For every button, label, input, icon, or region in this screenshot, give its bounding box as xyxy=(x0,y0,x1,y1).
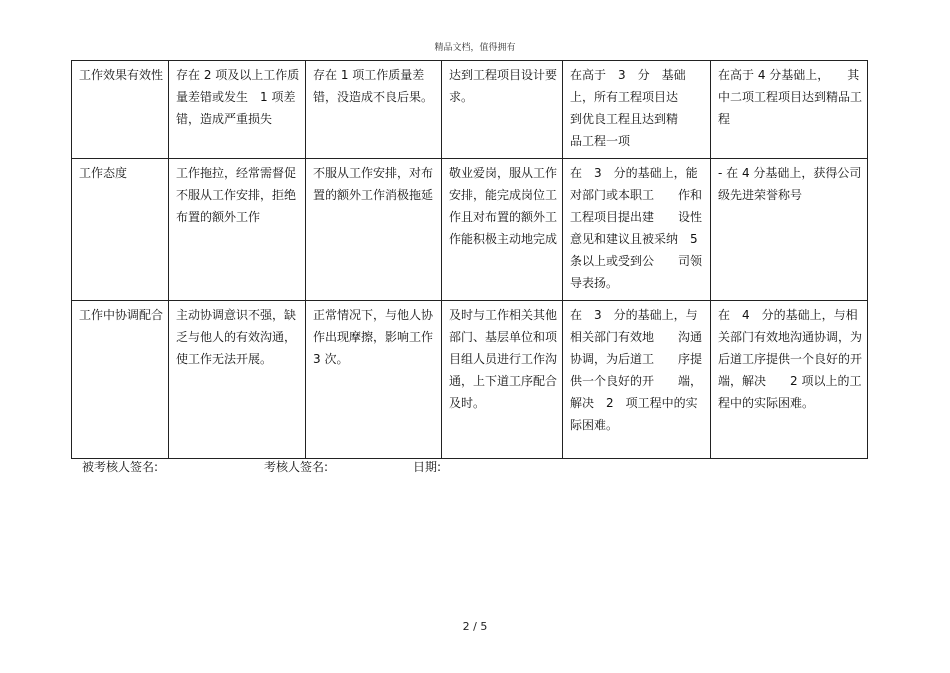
criteria-label: 工作效果有效性 xyxy=(72,61,169,159)
table-cell: 在 3 分的基础上，与相关部门有效地 沟通协调，为后道工 序提供一个良好的开 端，解决 2 项工程中的实际困难。 xyxy=(563,301,711,459)
evaluation-table xyxy=(71,60,868,459)
criteria-label: 工作态度 xyxy=(72,159,169,301)
table-cell: 在 4 分的基础上，与相关部门有效地沟通协调，为后道工序提供一个良好的开端，解决 2 项以上的工程中的实际困难。 xyxy=(711,301,868,459)
date-label: 日期: xyxy=(413,460,442,474)
table-cell: 敬业爱岗，服从工作安排，能完成岗位工作且对布置的额外工作能积极主动地完成 xyxy=(442,159,563,301)
table-cell: 在 3 分的基础上，能对部门或本职工 作和工程项目提出建 设性意见和建议且被采纳 5 条以上或受到公 司领导表扬。 xyxy=(563,159,711,301)
page-number: 2 / 5 xyxy=(462,620,488,633)
table-cell: 正常情况下，与他人协作出现摩擦，影响工作 3 次。 xyxy=(306,301,442,459)
table-row xyxy=(72,61,868,159)
table-cell: 主动协调意识不强，缺乏与他人的有效沟通，使工作无法开展。 xyxy=(169,301,306,459)
table-row xyxy=(72,159,868,301)
examiner-signature-label: 考核人签名: xyxy=(264,460,329,474)
table-cell: 达到工程项目设计要求。 xyxy=(442,61,563,159)
page-header-note: 精品文档，值得拥有 xyxy=(434,43,516,53)
table-cell: - 在 4 分基础上，获得公司级先进荣誉称号 xyxy=(711,159,868,301)
table-cell: 在高于 3 分 基础上，所有工程项目达 到优良工程且达到精 品工程一项 xyxy=(563,61,711,159)
table-row xyxy=(72,301,868,459)
table-cell: 及时与工作相关其他部门、基层单位和项目组人员进行工作沟通，上下道工序配合及时。 xyxy=(442,301,563,459)
examinee-signature-label: 被考核人签名: xyxy=(82,460,159,474)
table-cell: 工作拖拉，经常需督促不服从工作安排，拒绝布置的额外工作 xyxy=(169,159,306,301)
table-cell: 在高于 4 分基础上， 其中二项工程项目达到精品工程 xyxy=(711,61,868,159)
table-cell: 存在 2 项及以上工作质量差错或发生 1 项差错，造成严重损失 xyxy=(169,61,306,159)
criteria-label: 工作中协调配合 xyxy=(72,301,169,459)
table-cell: 不服从工作安排，对布置的额外工作消极拖延 xyxy=(306,159,442,301)
table-cell: 存在 1 项工作质量差错，没造成不良后果。 xyxy=(306,61,442,159)
